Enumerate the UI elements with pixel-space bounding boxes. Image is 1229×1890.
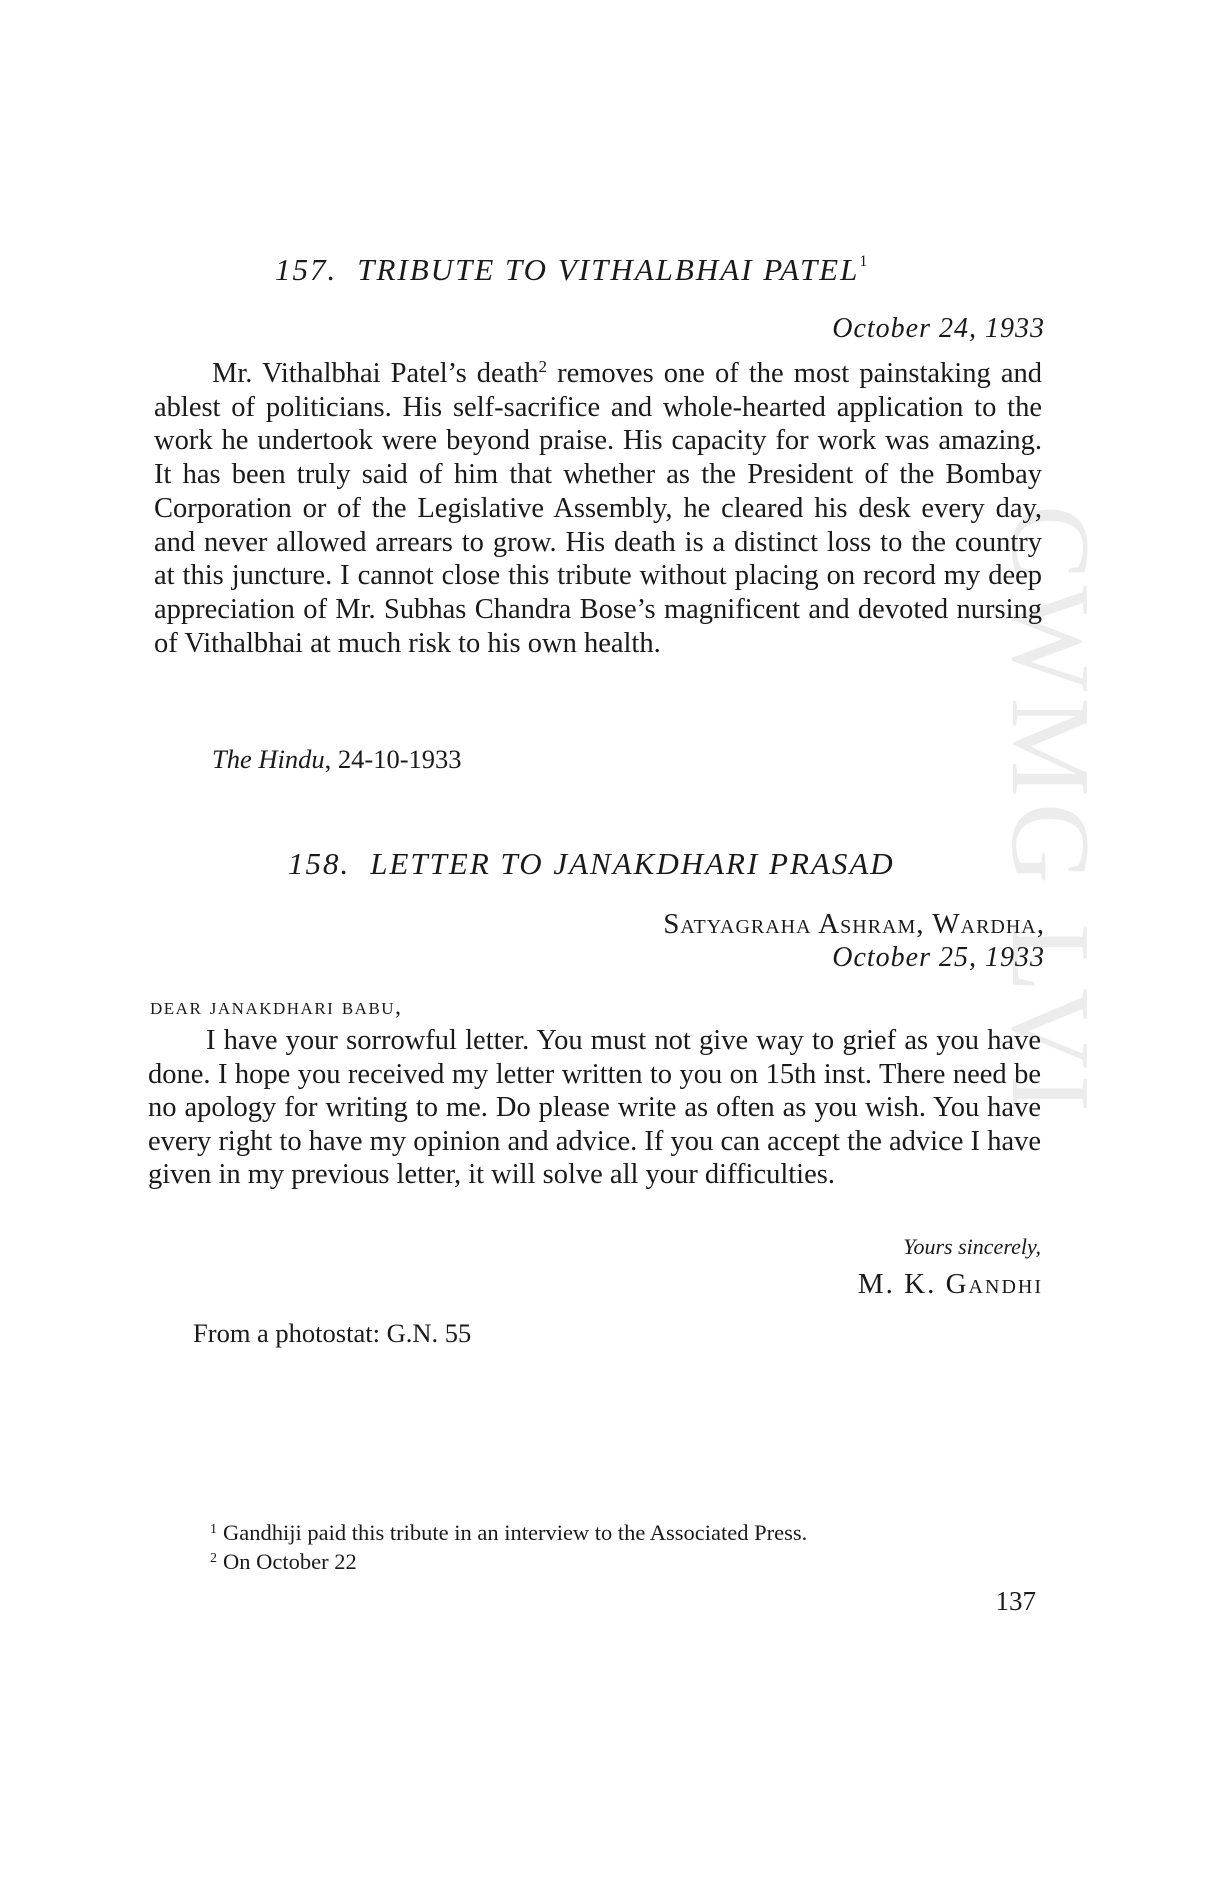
letter-closing: Yours sincerely, bbox=[903, 1234, 1041, 1259]
section-158-source: From a photostat: G.N. 55 bbox=[193, 1318, 472, 1348]
footnote-text: Gandhiji paid this tribute in an interview to the Associated Press. bbox=[223, 1520, 808, 1545]
letter-salutation: dear janakdhari babu, bbox=[150, 994, 403, 1020]
source-publication: The Hindu bbox=[212, 744, 325, 774]
footnote-1 bbox=[210, 1518, 807, 1547]
section-157-heading bbox=[275, 252, 869, 288]
section-number: 157. bbox=[275, 252, 338, 287]
footnote-text: On October 22 bbox=[223, 1549, 357, 1574]
source-date: , 24-10-1933 bbox=[324, 744, 462, 774]
letter-address: Satyagraha Ashram, Wardha, bbox=[663, 908, 1045, 940]
section-number: 158. bbox=[288, 846, 351, 881]
footnote-mark: 2 bbox=[210, 1551, 217, 1566]
section-title: LETTER TO JANAKDHARI PRASAD bbox=[370, 846, 895, 881]
letter-date: October 25, 1933 bbox=[832, 942, 1045, 973]
body-text-rest: removes one of the most painstaking and ablest of politicians. His self-sacrifice and whole-hearted application to the work he undertook were beyond praise. His capacity for work was amazing. It has been truly said of him that whether as the President of the Bombay Corporation or of the Legislative Assembly, he cleared his desk every day, and never allowed arrears to grow. His death is a distinct loss to the country at this juncture. I cannot close this tribute without placing on record my deep appreciation of Mr. Subhas Chandra Bose’s magnificent and devoted nursing of Vithalbhai at much risk to his own health. bbox=[154, 358, 1042, 659]
letter-signature: M. K. Gandhi bbox=[857, 1268, 1043, 1300]
footnote-ref: 1 bbox=[859, 253, 870, 270]
page-number: 137 bbox=[995, 1586, 1036, 1616]
footnote-ref: 2 bbox=[538, 357, 547, 376]
footnote-2 bbox=[210, 1547, 807, 1576]
body-text-start: Mr. Vithalbhai Patel’s death bbox=[212, 358, 539, 389]
watermark: CWMG LVI bbox=[988, 505, 1112, 1119]
section-157-date: October 24, 1933 bbox=[832, 313, 1045, 344]
letter-body: I have your sorrowful letter. You must not give way to grief as you have done. I hope you received my letter written to you on 15th inst. There need be no apology for writing to me. Do please write as often as you wish. You have every right to have my opinion and advice. If you can accept the advice I have given in my previous letter, it will solve all your difficulties. bbox=[148, 1025, 1041, 1191]
section-157-source bbox=[212, 744, 462, 775]
footnotes bbox=[210, 1518, 807, 1576]
section-title: TRIBUTE TO VITHALBHAI PATEL bbox=[357, 252, 860, 287]
section-158-heading bbox=[288, 846, 895, 882]
footnote-mark: 1 bbox=[210, 1522, 217, 1537]
section-157-body bbox=[154, 357, 1042, 660]
